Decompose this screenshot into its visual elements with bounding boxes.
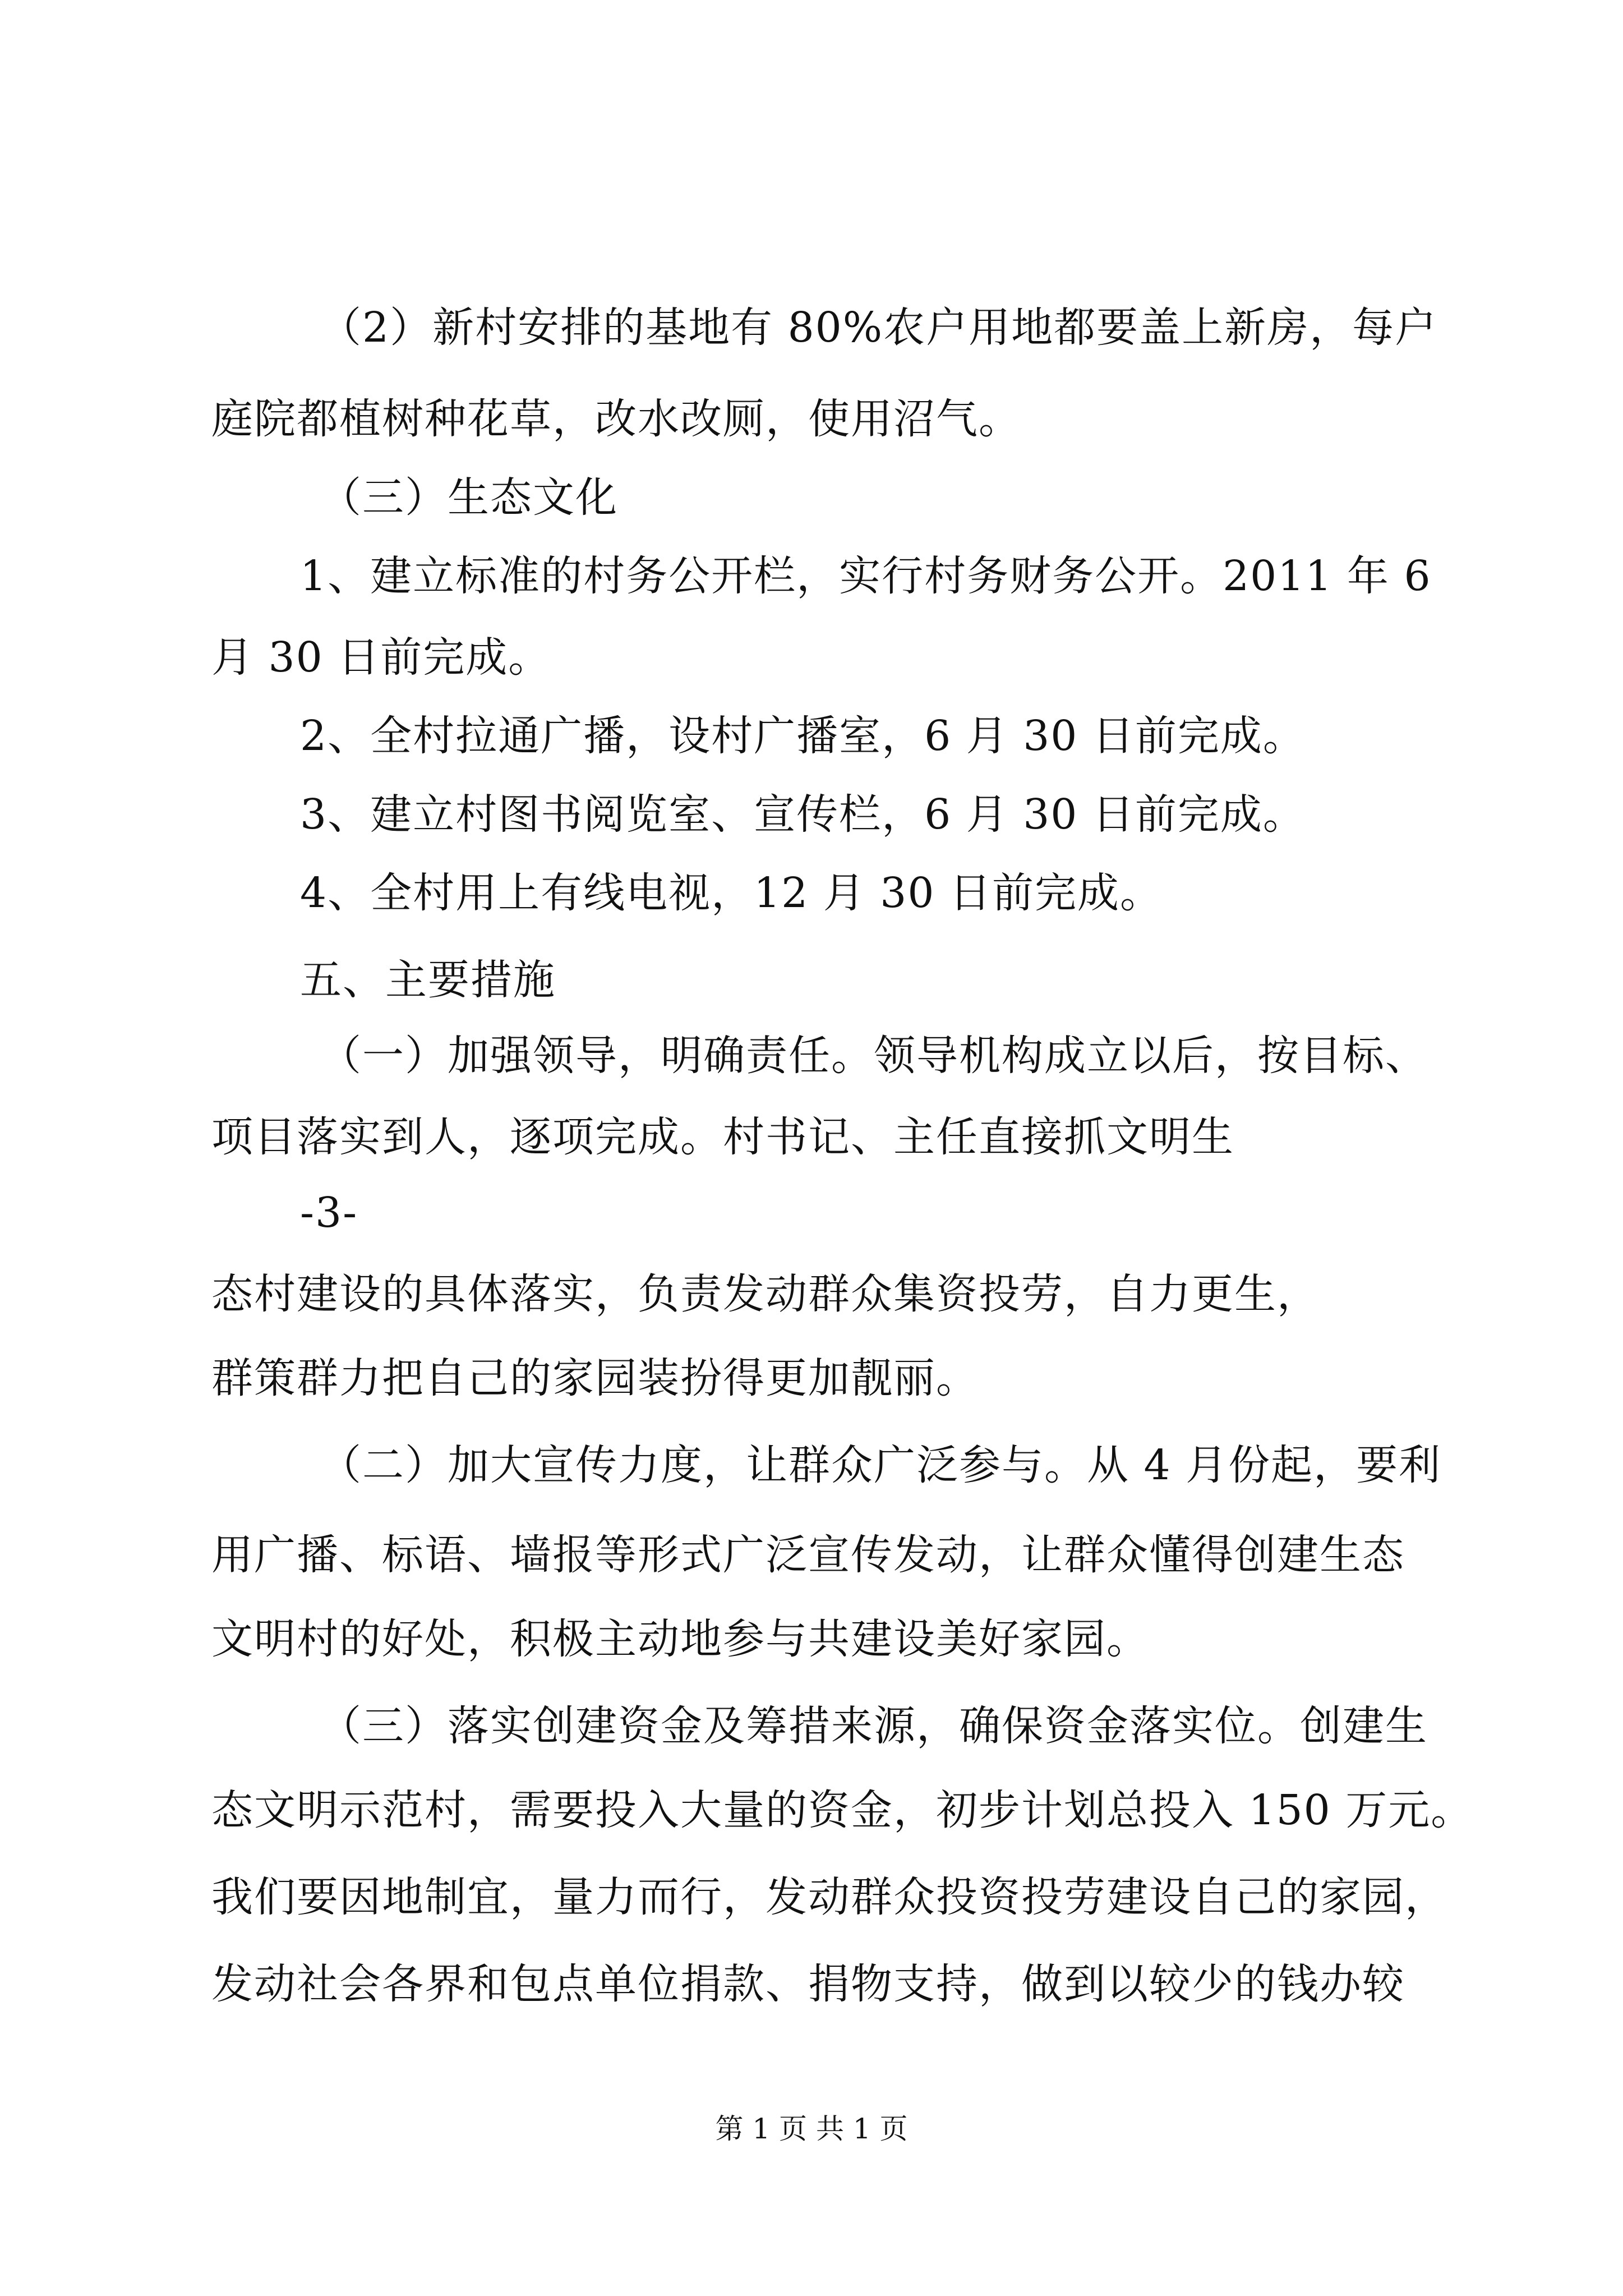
text-line: 4、全村用上有线电视，12 月 30 日前完成。 — [300, 869, 1163, 917]
text-line: 态文明示范村，需要投入大量的资金，初步计划总投入 150 万元。 — [211, 1786, 1474, 1834]
section-heading: （三）生态文化 — [320, 473, 618, 522]
section-heading: 五、主要措施 — [300, 956, 556, 1004]
text-line: （2）新村安排的基地有 80%农户用地都要盖上新房，每户 — [320, 303, 1438, 352]
text-line: 3、建立村图书阅览室、宣传栏，6 月 30 日前完成。 — [300, 790, 1306, 839]
text-line: 1、建立标准的村务公开栏，实行村务财务公开。2011 年 6 — [300, 552, 1432, 600]
text-line: 文明村的好处，积极主动地参与共建设美好家园。 — [211, 1615, 1149, 1663]
page-footer: 第 1 页 共 1 页 — [715, 2113, 908, 2145]
text-line: （一）加强领导，明确责任。领导机构成立以后，按目标、 — [320, 1032, 1428, 1080]
text-line: 庭院都植树种花草，改水改厕，使用沼气。 — [211, 395, 1021, 443]
text-line: 发动社会各界和包点单位捐款、捐物支持，做到以较少的钱办较 — [211, 1960, 1405, 2008]
text-line: （三）落实创建资金及筹措来源，确保资金落实位。创建生 — [320, 1702, 1428, 1750]
page-marker: -3- — [300, 1189, 358, 1237]
text-line: 群策群力把自己的家园装扮得更加靓丽。 — [211, 1354, 979, 1402]
text-line: 月 30 日前完成。 — [211, 633, 551, 682]
text-line: 态村建设的具体落实，负责发动群众集资投劳，自力更生， — [211, 1270, 1320, 1318]
text-line: 项目落实到人，逐项完成。村书记、主任直接抓文明生 — [211, 1113, 1234, 1161]
text-line: 用广播、标语、墙报等形式广泛宣传发动，让群众懂得创建生态 — [211, 1531, 1405, 1579]
text-line: （二）加大宣传力度，让群众广泛参与。从 4 月份起，要利 — [320, 1441, 1442, 1489]
text-line: 2、全村拉通广播，设村广播室，6 月 30 日前完成。 — [300, 712, 1306, 760]
text-line: 我们要因地制宜，量力而行，发动群众投资投劳建设自己的家园， — [211, 1873, 1447, 1921]
